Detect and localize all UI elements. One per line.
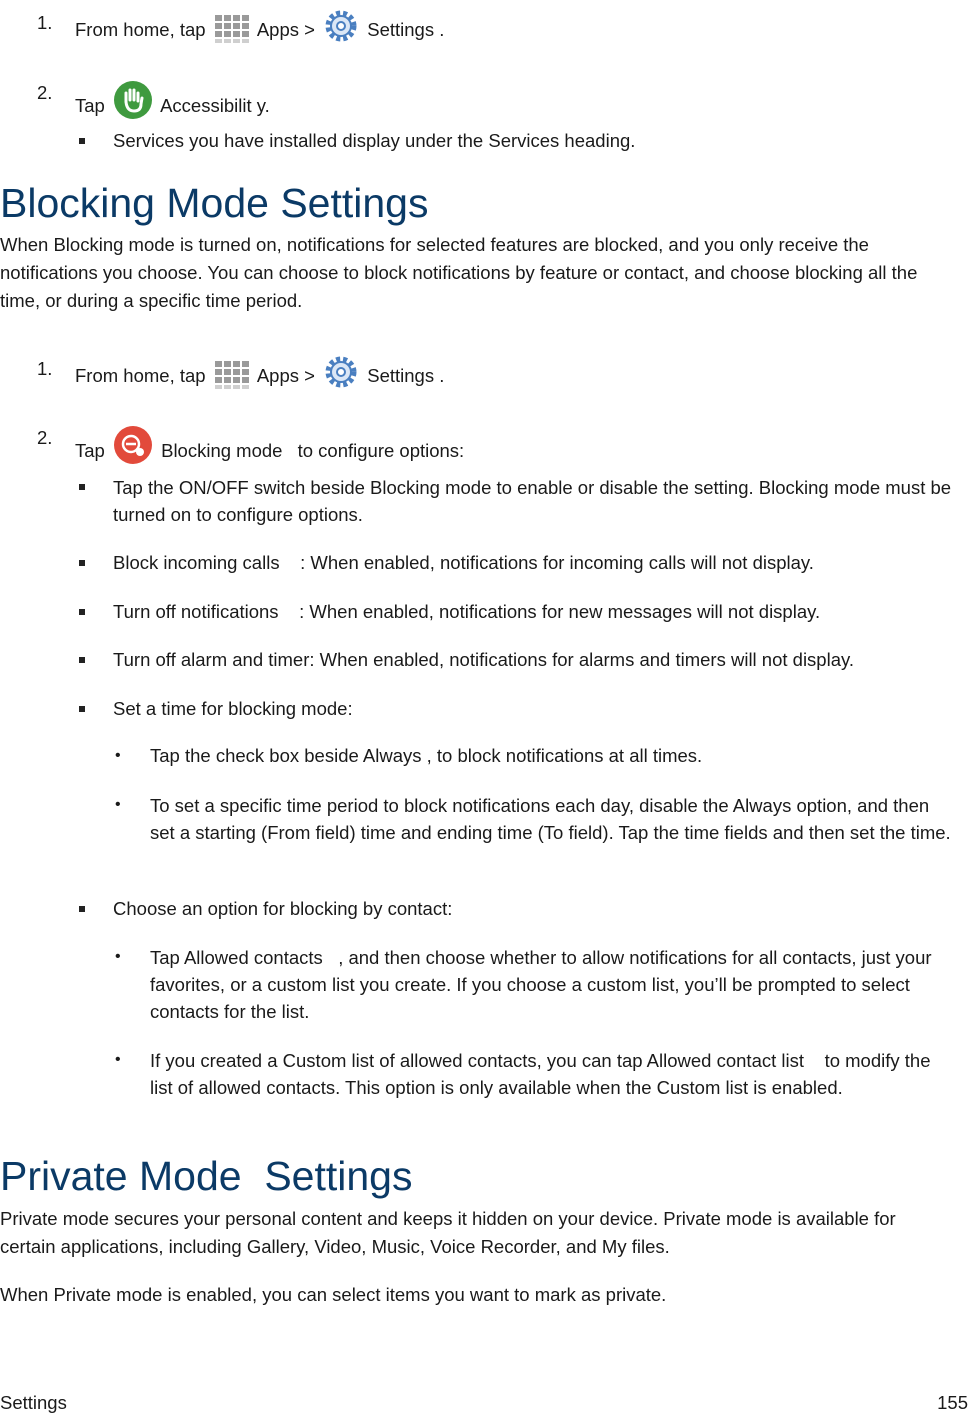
apps-label: Apps: [256, 19, 300, 40]
bullet-square: [79, 484, 85, 490]
bullet-square: [79, 706, 85, 712]
bullet-square: [79, 906, 85, 912]
step-text: [75, 80, 270, 127]
sub-bullet: •: [115, 1051, 121, 1068]
private-intro: Private mode secures your personal content and keeps it hidden on your device. Private mode is available for certain applications, including Gallery, Video, Music, Voice Recorder, and My files.: [0, 1208, 896, 1257]
bullet-text: Turn off notifications : When enabled, notifications for new messages will not display.: [113, 601, 821, 622]
bullet-text: Turn off alarm and timer: When enabled, notifications for alarms and timers will not display.: [113, 649, 855, 670]
apps-grid-icon: [214, 14, 250, 51]
bullet-text: Services you have installed display under the Services heading.: [113, 130, 636, 151]
bullet-square: [79, 138, 85, 144]
bullet-text: Choose an option for blocking by contact:: [113, 898, 453, 919]
bullet-text: Tap the ON/OFF switch beside Blocking mode to enable or disable the setting. Blocking mode must be turned on to configure options.: [113, 477, 952, 525]
bullet-square: [79, 560, 85, 566]
step-text: [75, 356, 444, 397]
bullet-square: [79, 657, 85, 663]
step-text-prefix: From home, tap: [75, 365, 206, 386]
sub-bullet-text: To set a specific time period to block notifications each day, disable the Always option, and then set a starting (From field) time and ending time (To field). Tap the time fields and then set the time.: [150, 795, 951, 843]
accessibility-label-tail: y.: [256, 95, 270, 116]
sub-bullet-text: Tap the check box beside Always , to block notifications at all times.: [150, 745, 703, 766]
separator: >: [304, 19, 315, 40]
step-end: .: [439, 365, 445, 386]
step-text: [75, 425, 464, 472]
step-number: 2.: [37, 82, 53, 103]
step-text-prefix: Tap: [75, 440, 105, 461]
settings-label: Settings: [367, 19, 435, 40]
settings-gear-icon: [323, 356, 359, 397]
blocking-mode-icon: [113, 425, 153, 472]
separator: >: [304, 365, 315, 386]
section-heading-blocking: Blocking Mode Settings: [0, 180, 429, 226]
page-number: 155: [937, 1392, 968, 1413]
step-number: 1.: [37, 12, 53, 33]
step-end: .: [439, 19, 445, 40]
step-text-prefix: Tap: [75, 95, 105, 116]
accessibility-hand-icon: [113, 80, 153, 127]
bullet-text: Set a time for blocking mode:: [113, 698, 353, 719]
settings-label: Settings: [367, 365, 435, 386]
step-tail: to configure options:: [297, 440, 465, 461]
private-note: When Private mode is enabled, you can select items you want to mark as private.: [0, 1284, 667, 1305]
settings-gear-icon: [323, 10, 359, 51]
sub-bullet: •: [115, 948, 121, 965]
bullet-square: [79, 609, 85, 615]
section-heading-private: Private Mode Settings: [0, 1153, 413, 1199]
step-number: 2.: [37, 427, 53, 448]
sub-bullet: •: [115, 796, 121, 813]
apps-label: Apps: [256, 365, 300, 386]
apps-grid-icon: [214, 360, 250, 397]
sub-bullet-text: Tap Allowed contacts , and then choose whether to allow notifications for all contacts, just your favorites, or a custom list you create. If you choose a custom list, you’ll be prompted to select contacts for the list.: [150, 947, 937, 1022]
blocking-intro: When Blocking mode is turned on, notifications for selected features are blocked, and you only receive the notifications you choose. You can choose to block notifications by feature or contact, and choose blocking all the time, or during a specific time period.: [0, 234, 918, 311]
step-number: 1.: [37, 358, 53, 379]
accessibility-label: Accessibilit: [160, 95, 252, 116]
step-text-prefix: From home, tap: [75, 19, 206, 40]
sub-bullet: •: [115, 747, 121, 764]
step-text: [75, 10, 444, 51]
footer-section: Settings: [0, 1392, 67, 1413]
sub-bullet-text: If you created a Custom list of allowed contacts, you can tap Allowed contact list to modify the list of allowed contacts. This option is only available when the Custom list is enabled.: [150, 1050, 936, 1098]
blocking-mode-label: Blocking mode: [161, 440, 283, 461]
bullet-text: Block incoming calls : When enabled, notifications for incoming calls will not display.: [113, 552, 814, 573]
